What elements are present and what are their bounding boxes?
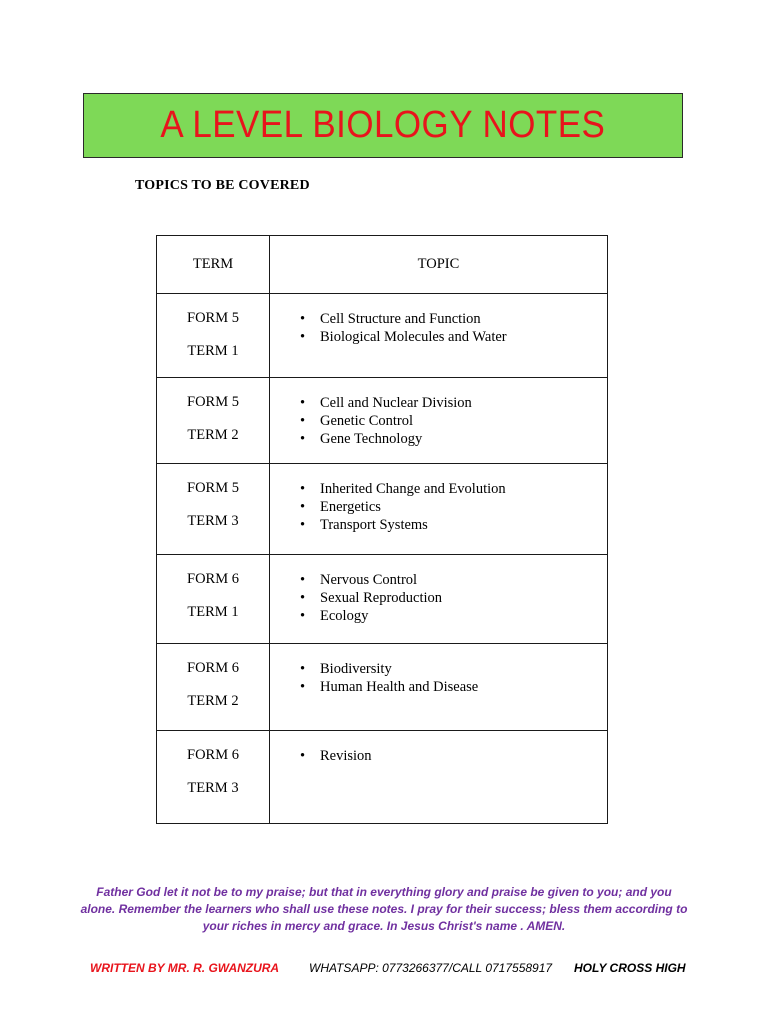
topic-item: • Genetic Control: [300, 412, 607, 430]
topic-cell: [270, 378, 608, 464]
topic-list: [270, 644, 607, 696]
table-row: [157, 644, 608, 731]
form-label: FORM 6: [187, 571, 239, 587]
topic-item: • Cell and Nuclear Division: [300, 394, 607, 412]
table-header-row: [157, 236, 608, 294]
table-body: [157, 294, 608, 824]
topic-cell: [270, 731, 608, 824]
form-label: FORM 5: [187, 480, 239, 496]
term-label: TERM 3: [187, 513, 239, 529]
topic-cell: [270, 464, 608, 555]
topic-item: • Sexual Reproduction: [300, 589, 607, 607]
term-cell: [157, 555, 270, 644]
topic-cell: [270, 555, 608, 644]
form-label: FORM 6: [187, 747, 239, 763]
page-title: A LEVEL BIOLOGY NOTES: [160, 104, 606, 146]
author-credit: WRITTEN BY MR. R. GWANZURA: [90, 961, 280, 975]
term-label: TERM 1: [187, 343, 239, 359]
term-label: TERM 3: [187, 780, 239, 796]
column-header-topic: TOPIC: [270, 236, 608, 294]
topic-item: • Inherited Change and Evolution: [300, 480, 607, 498]
topic-item: • Ecology: [300, 607, 607, 625]
topic-item: • Human Health and Disease: [300, 678, 607, 696]
form-label: FORM 5: [187, 394, 239, 410]
prayer-text: Father God let it not be to my praise; but that in everything glory and praise be given to you; and you alone. Remember the learners who shall use these notes. I pray for their success; bless them according to your riches in mercy and grace. In Jesus Christ's name . AMEN.: [80, 885, 688, 933]
term-cell: [157, 464, 270, 555]
table-row: [157, 464, 608, 555]
term-label: TERM 2: [187, 427, 239, 443]
topic-list: [270, 555, 607, 625]
form-label: FORM 5: [187, 310, 239, 326]
topic-list: [270, 378, 607, 448]
topic-cell: [270, 294, 608, 378]
term-label: TERM 2: [187, 693, 239, 709]
column-header-term: TERM: [157, 236, 270, 294]
table-row: [157, 294, 608, 378]
section-subheading: TOPICS TO BE COVERED: [135, 178, 310, 193]
contact-info: WHATSAPP: 0773266377/CALL 0717558917: [309, 961, 553, 975]
topic-list: [270, 731, 607, 765]
topic-item: • Biodiversity: [300, 660, 607, 678]
topic-cell: [270, 644, 608, 731]
table-row: [157, 731, 608, 824]
term-cell: [157, 378, 270, 464]
table-row: [157, 555, 608, 644]
topic-item: • Gene Technology: [300, 430, 607, 448]
school-name: HOLY CROSS HIGH: [574, 961, 686, 975]
topic-item: • Cell Structure and Function: [300, 310, 607, 328]
topic-item: • Energetics: [300, 498, 607, 516]
topic-item: • Transport Systems: [300, 516, 607, 534]
topic-item: • Nervous Control: [300, 571, 607, 589]
topic-list: [270, 294, 607, 346]
form-label: FORM 6: [187, 660, 239, 676]
term-label: TERM 1: [187, 604, 239, 620]
term-cell: [157, 731, 270, 824]
topic-item: • Biological Molecules and Water: [300, 328, 607, 346]
term-cell: [157, 294, 270, 378]
topics-table: [156, 235, 608, 824]
title-banner: [83, 93, 683, 158]
table-row: [157, 378, 608, 464]
topic-item: • Revision: [300, 747, 607, 765]
term-cell: [157, 644, 270, 731]
topic-list: [270, 464, 607, 534]
